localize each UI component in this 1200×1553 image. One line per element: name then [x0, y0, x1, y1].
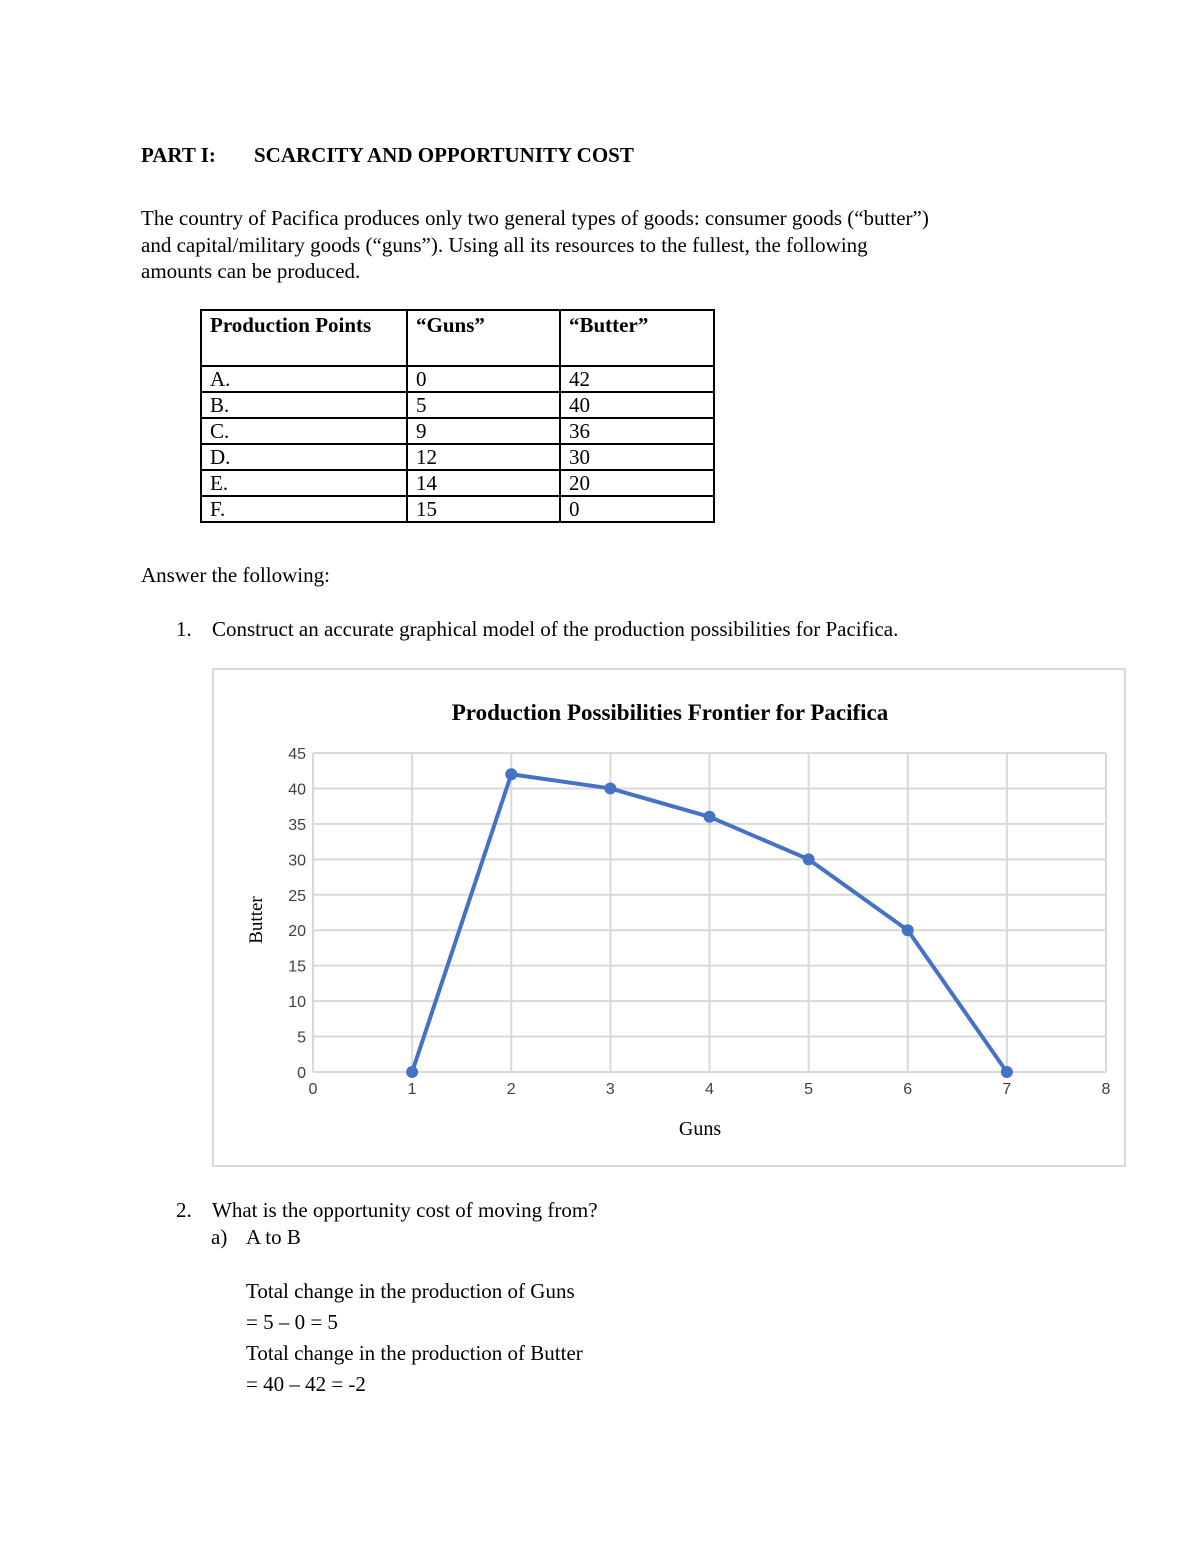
- ppf-chart: [212, 668, 1126, 1167]
- y-tick-label: 40: [288, 781, 306, 799]
- section-heading: [141, 143, 634, 168]
- question-text: What is the opportunity cost of moving from?: [212, 1198, 598, 1222]
- x-tick-label: 2: [506, 1081, 516, 1098]
- intro-line: The country of Pacifica produces only two general types of goods: consumer goods (“butter”): [141, 206, 929, 230]
- table-cell-guns: 12: [407, 444, 560, 470]
- data-point: [1001, 1067, 1012, 1078]
- table-cell-point: E.: [201, 470, 407, 496]
- table-cell-butter: 36: [560, 418, 714, 444]
- part-label: PART I:: [141, 143, 216, 167]
- x-tick-label: 5: [804, 1081, 814, 1098]
- y-tick-label: 20: [288, 923, 306, 941]
- x-tick-label: 6: [903, 1081, 913, 1098]
- question-2: [176, 1198, 598, 1223]
- table-row: [201, 418, 714, 444]
- table-row: [201, 496, 714, 522]
- table-cell-point: D.: [201, 444, 407, 470]
- y-axis-ticks: [288, 746, 306, 1082]
- y-tick-label: 25: [288, 887, 306, 905]
- y-axis-label: Butter: [246, 896, 267, 944]
- table-row: [201, 470, 714, 496]
- question-2a: [211, 1225, 301, 1250]
- table-row: [201, 366, 714, 392]
- table-cell-guns: 5: [407, 392, 560, 418]
- work-line: = 40 – 42 = -2: [246, 1372, 366, 1396]
- table-row: [201, 444, 714, 470]
- production-table: [200, 309, 715, 523]
- table-cell-butter: 40: [560, 392, 714, 418]
- y-tick-label: 10: [288, 994, 306, 1012]
- question-number: 1.: [176, 617, 192, 641]
- y-tick-label: 45: [288, 746, 306, 763]
- data-point: [506, 769, 517, 780]
- work-line: Total change in the production of Guns: [246, 1279, 575, 1303]
- table-cell-point: B.: [201, 392, 407, 418]
- x-tick-label: 4: [705, 1081, 714, 1098]
- question-number: 2.: [176, 1198, 192, 1222]
- answer-work: [246, 1276, 583, 1400]
- x-tick-label: 3: [605, 1081, 615, 1098]
- x-axis-ticks: [309, 1081, 1111, 1098]
- y-tick-label: 35: [288, 816, 306, 834]
- table-cell-butter: 42: [560, 366, 714, 392]
- x-tick-label: 0: [308, 1081, 318, 1098]
- answer-intro: Answer the following:: [141, 563, 330, 587]
- intro-line: amounts can be produced.: [141, 259, 361, 283]
- table-header-row: [201, 310, 714, 366]
- table-cell-point: A.: [201, 366, 407, 392]
- ppf-chart-svg: [214, 670, 1124, 1165]
- chart-grid: [313, 753, 1106, 1072]
- table-cell-butter: 0: [560, 496, 714, 522]
- subquestion-letter: a): [211, 1225, 228, 1249]
- y-tick-label: 0: [297, 1065, 306, 1082]
- x-axis-label: Guns: [678, 1118, 722, 1140]
- work-line: Total change in the production of Butter: [246, 1341, 583, 1365]
- data-point: [407, 1067, 418, 1078]
- chart-title: Production Possibilities Frontier for Pacifica: [451, 700, 889, 725]
- data-point: [605, 783, 616, 794]
- question-text: Construct an accurate graphical model of the production possibilities for Pacifica.: [212, 617, 899, 641]
- x-tick-label: 1: [407, 1081, 417, 1098]
- table-cell-butter: 20: [560, 470, 714, 496]
- question-1: [176, 617, 898, 642]
- y-tick-label: 5: [297, 1029, 306, 1047]
- table-cell-guns: 0: [407, 366, 560, 392]
- table-cell-point: F.: [201, 496, 407, 522]
- table-row: [201, 392, 714, 418]
- table-cell-butter: 30: [560, 444, 714, 470]
- x-tick-label: 8: [1101, 1081, 1111, 1098]
- intro-paragraph: [141, 205, 1071, 285]
- table-cell-guns: 14: [407, 470, 560, 496]
- table-cell-guns: 9: [407, 418, 560, 444]
- x-tick-label: 7: [1002, 1081, 1012, 1098]
- y-tick-label: 15: [288, 958, 306, 976]
- table-cell-point: C.: [201, 418, 407, 444]
- section-title: SCARCITY AND OPPORTUNITY COST: [254, 143, 634, 167]
- table-cell-guns: 15: [407, 496, 560, 522]
- subquestion-text: A to B: [246, 1225, 301, 1249]
- y-tick-label: 30: [288, 852, 306, 870]
- data-point: [803, 854, 814, 865]
- work-line: = 5 – 0 = 5: [246, 1310, 338, 1334]
- intro-line: and capital/military goods (“guns”). Using all its resources to the fullest, the following: [141, 232, 868, 257]
- table-header-butter: “Butter”: [560, 310, 714, 366]
- table-header-points: Production Points: [201, 310, 407, 366]
- data-point: [704, 811, 715, 822]
- table-header-guns: “Guns”: [407, 310, 560, 366]
- data-point: [902, 925, 913, 936]
